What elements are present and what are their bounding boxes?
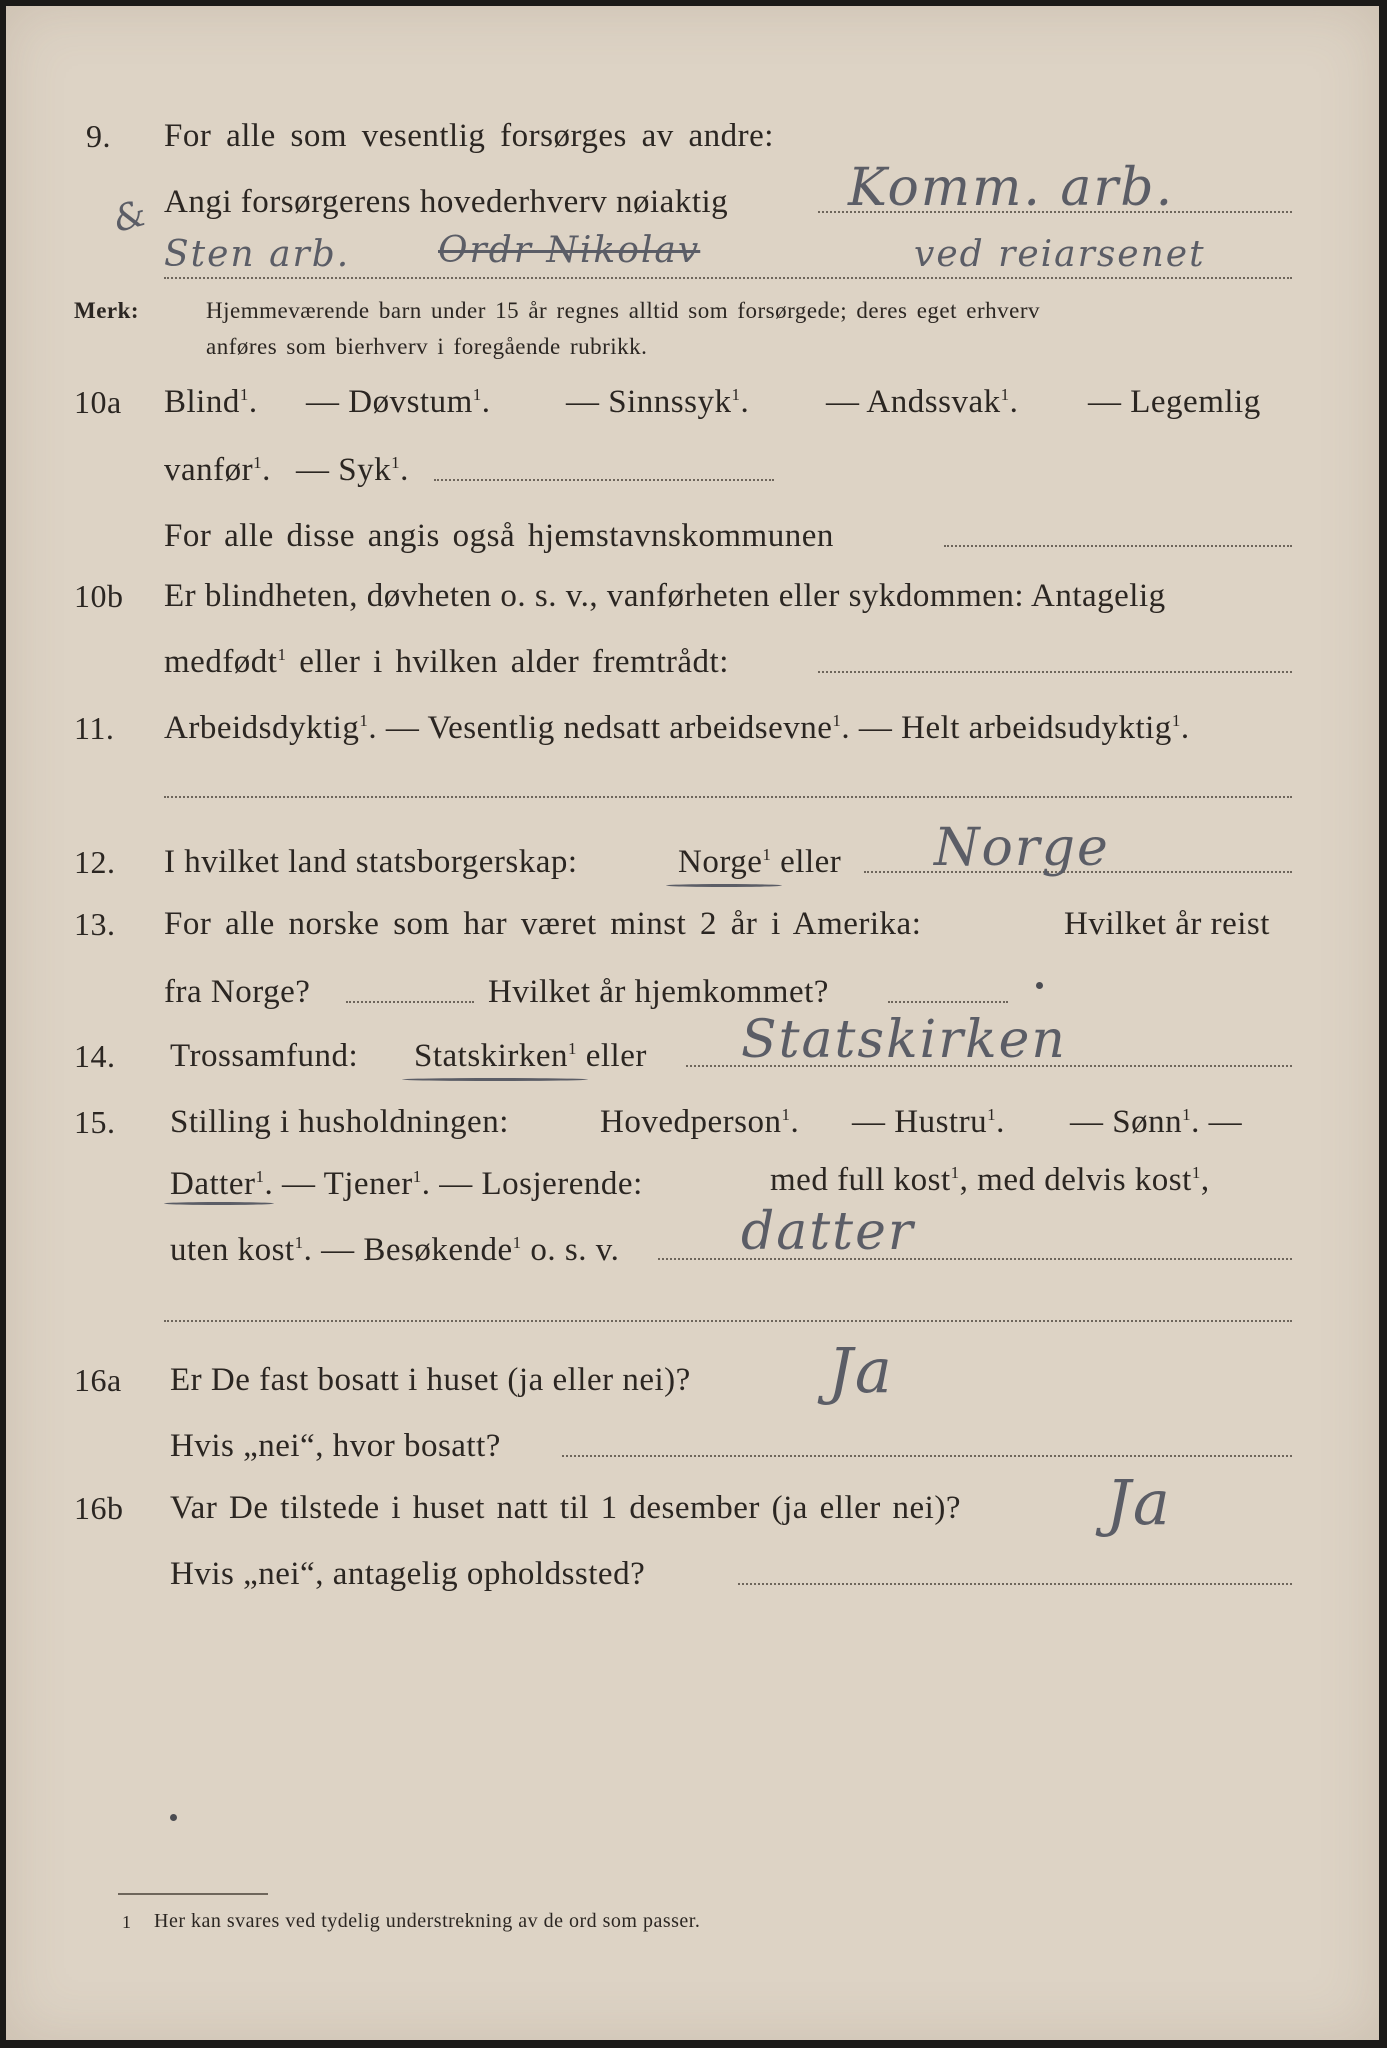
q15-line1a: Stilling i husholdningen:: [170, 1104, 509, 1140]
q15-hustru: — Hustru$^1$.: [852, 1104, 1005, 1140]
q16b-number: 16b: [74, 1490, 124, 1526]
q9-number: 9.: [86, 118, 111, 154]
q12-norge-option: Norge$^1$ eller: [678, 844, 842, 880]
q9-line1: For alle som vesentlig forsørges av andre:: [164, 118, 774, 154]
q12-answer: Norge: [934, 818, 1110, 878]
q16a-line2: Hvis „nei“, hvor bosatt?: [170, 1428, 501, 1464]
q10b-number: 10b: [74, 578, 124, 614]
q15-hovedperson: Hovedperson$^1$.: [600, 1104, 800, 1140]
q9-answer-mark: &: [109, 192, 153, 241]
q12-text: I hvilket land statsborgerskap:: [164, 844, 578, 880]
q10a-vanfor: vanfør$^1$.: [164, 452, 271, 488]
q10a-sinnssyk: — Sinnssyk$^1$.: [566, 384, 750, 420]
q9-answer2a: Sten arb.: [164, 234, 351, 275]
q10a-fill-line1: [434, 479, 774, 481]
footnote-rule: [118, 1893, 268, 1895]
q15-kost: med full kost$^1$, med delvis kost$^1$,: [770, 1162, 1210, 1198]
q11-fill-line: [164, 796, 1292, 798]
q10b-line2: medfødt$^1$ eller i hvilken alder fremtrådt:: [164, 644, 729, 680]
q13-fra: fra Norge?: [164, 974, 311, 1010]
q15-line2: Datter$^1$. — Tjener$^1$. — Losjerende:: [170, 1166, 643, 1202]
q15-answer: datter: [741, 1202, 915, 1262]
q13-fill-hjem: [888, 1001, 1008, 1003]
q13-ink-dot: [1036, 982, 1043, 989]
q10a-dovstum: — Døvstum$^1$.: [306, 384, 491, 420]
census-form-page: [6, 6, 1379, 2040]
q9-answer2b-struck: Ordr Nikolav: [438, 230, 701, 271]
q10a-number: 10a: [74, 384, 122, 420]
q13-hjem: Hvilket år hjemkommet?: [488, 974, 829, 1010]
q10b-line1: Er blindheten, døvheten o. s. v., vanførheten eller sykdommen: Antagelig: [164, 578, 1166, 614]
q12-norge-underline: [666, 884, 782, 887]
q16a-fill-line: [562, 1455, 1292, 1457]
footnote-mark: 1: [122, 1912, 132, 1932]
q16b-answer: Ja: [1106, 1466, 1172, 1539]
q14-answer: Statskirken: [741, 1010, 1067, 1070]
q10b-fill-line: [818, 671, 1292, 673]
q10a-syk: — Syk$^1$.: [296, 452, 409, 488]
q14-label: Trossamfund:: [170, 1038, 359, 1074]
q15-number: 15.: [74, 1104, 116, 1140]
q14-number: 14.: [74, 1038, 116, 1074]
footnote-text: Her kan svares ved tydelig understrekning av de ord som passer.: [154, 1910, 701, 1932]
q9-answer1: Komm. arb.: [848, 158, 1175, 218]
q16a-number: 16a: [74, 1362, 122, 1398]
q12-number: 12.: [74, 844, 116, 880]
q15-datter-underline: [164, 1202, 274, 1205]
q16a-line1: Er De fast bosatt i huset (ja eller nei)?: [170, 1362, 691, 1398]
q13-line1: For alle norske som har været minst 2 år i Amerika:: [164, 906, 922, 942]
q9-fill-line2: [164, 277, 1292, 279]
q13-reist: Hvilket år reist: [1064, 906, 1270, 942]
q16b-line1: Var De tilstede i huset natt til 1 desember (ja eller nei)?: [170, 1490, 961, 1526]
q10a-line3: For alle disse angis også hjemstavnskommunen: [164, 518, 834, 554]
q15-line3: uten kost$^1$. — Besøkende$^1$ o. s. v.: [170, 1232, 620, 1268]
q13-fill-reist: [346, 1001, 474, 1003]
q16b-line2: Hvis „nei“, antagelig opholdssted?: [170, 1556, 646, 1592]
q14-statskirken-option: Statskirken$^1$ eller: [414, 1038, 647, 1074]
q11-text: Arbeidsdyktig$^1$. — Vesentlig nedsatt arbeidsevne$^1$. — Helt arbeidsudyktig$^1$.: [164, 710, 1190, 746]
q16b-fill-line: [738, 1583, 1292, 1585]
merk-label: Merk:: [74, 298, 140, 323]
q15-sonn: — Sønn$^1$. —: [1070, 1104, 1243, 1140]
q16a-answer: Ja: [828, 1334, 894, 1407]
q10a-legemlig: — Legemlig: [1088, 384, 1261, 420]
q10a-fill-line2: [944, 545, 1292, 547]
stray-ink-dot: [170, 1814, 177, 1821]
merk-line1: Hjemmeværende barn under 15 år regnes alltid som forsørgede; deres eget erhverv: [206, 298, 1040, 323]
q10a-blind: Blind$^1$.: [164, 384, 258, 420]
q15-fill-line2: [164, 1320, 1292, 1322]
q13-number: 13.: [74, 906, 116, 942]
q9-line2: Angi forsørgerens hovederhverv nøiaktig: [164, 184, 729, 220]
q9-answer2c: ved reiarsenet: [914, 234, 1206, 275]
q11-number: 11.: [74, 710, 115, 746]
q14-statskirken-underline: [402, 1078, 588, 1081]
q10a-andssvak: — Andssvak$^1$.: [826, 384, 1019, 420]
merk-line2: anføres som bierhverv i foregående rubrikk.: [206, 334, 648, 359]
